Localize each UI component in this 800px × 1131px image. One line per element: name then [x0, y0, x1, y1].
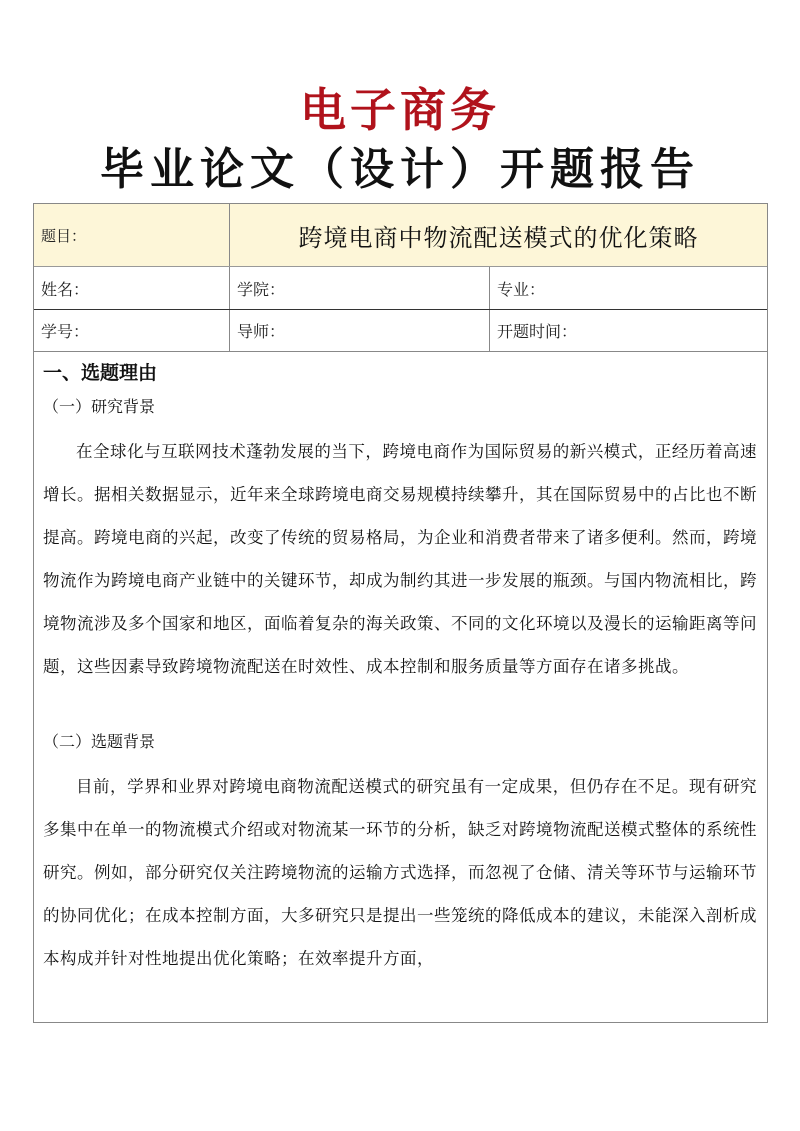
name-field: 姓名： — [34, 267, 230, 309]
college-field: 学院： — [230, 267, 490, 309]
major-field: 专业： — [497, 279, 546, 299]
proposal-date-field: 开题时间： — [497, 322, 578, 341]
content-cell — [34, 352, 767, 1022]
report-title: 毕业论文（设计）开题报告 — [100, 144, 700, 195]
paragraph-2: 目前，学界和业界对跨境电商物流配送模式的研究虽有一定成果，但仍存在不足。现有研究多集中在单一的物流模式介绍或对物流某一环节的分析，缺乏对跨境物流配送模式整体的系统性研究。例如，部分研究仅关注跨境物流的运输方式选择，而忽视了仓储、清关等环节与运输环节的协同优化；在成本控制方面，大多研究只是提出一些笼统的降低成本的建议，未能深入剖析成本构成并针对性地提出优化策略；在效率提升方面， — [43, 777, 757, 968]
topic-label: 题目： — [34, 204, 230, 266]
spacer — [43, 688, 757, 731]
paragraph-1: 在全球化与互联网技术蓬勃发展的当下，跨境电商作为国际贸易的新兴模式，正经历着高速增长。据相关数据显示，近年来全球跨境电商交易规模持续攀升，其在国际贸易中的占比也不断提高。跨境电商的兴起，改变了传统的贸易格局，为企业和消费者带来了诸多便利。然而，跨境物流作为跨境电商产业链中的关键环节，却成为制约其进一步发展的瓶颈。与国内物流相比，跨境物流涉及多个国家和地区，面临着复杂的海关政策、不同的文化环境以及漫长的运输距离等问题，这些因素导致跨境物流配送在时效性、成本控制和服务质量等方面存在诸多挑战。 — [43, 442, 757, 676]
subsection-heading-1: （一）研究背景 — [43, 397, 156, 416]
topic-value: 跨境电商中物流配送模式的优化策略 — [298, 223, 699, 252]
subsection-heading-2: （二）选题背景 — [43, 732, 156, 751]
info-row-2 — [34, 310, 767, 352]
section-heading: 一、选题理由 — [43, 362, 158, 384]
advisor-field: 导师： — [230, 310, 490, 351]
report-table — [33, 203, 768, 1023]
info-row-1 — [34, 267, 767, 310]
subject-title: 电子商务 — [300, 83, 500, 137]
student-id-field: 学号： — [34, 310, 230, 351]
topic-row — [34, 204, 767, 267]
